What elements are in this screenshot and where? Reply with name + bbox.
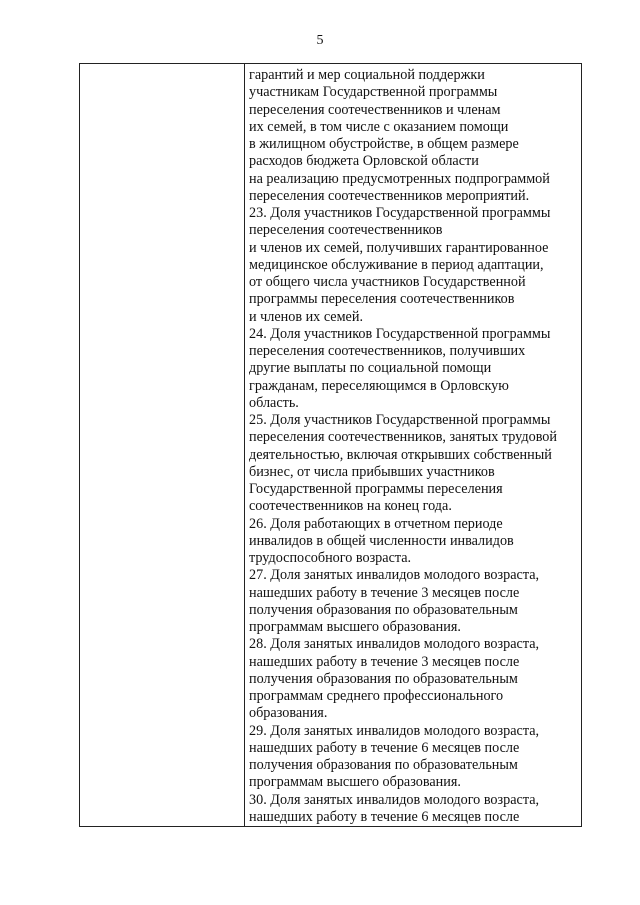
text-line: область.: [249, 394, 299, 411]
text-line: переселения соотечественников и членам: [249, 101, 501, 118]
page-number: 5: [316, 33, 324, 48]
text-line: нашедших работу в течение 6 месяцев после: [249, 739, 520, 756]
text-line: гарантий и мер социальной поддержки: [249, 67, 485, 83]
text-line: гражданам, переселяющимся в Орловскую: [249, 377, 509, 394]
table-cell-right: [249, 67, 577, 826]
text-line: нашедших работу в течение 3 месяцев после: [249, 584, 520, 601]
text-line: от общего числа участников Государственной: [249, 274, 526, 290]
text-line: бизнес, от числа прибывших участников: [249, 463, 495, 480]
text-line: Государственной программы переселения: [249, 481, 503, 497]
text-line: инвалидов в общей численности инвалидов: [249, 532, 514, 549]
text-line: участникам Государственной программы: [249, 84, 498, 101]
text-line: программы переселения соотечественников: [249, 291, 515, 308]
text-line: нашедших работу в течение 3 месяцев после: [249, 653, 520, 670]
text-line: программам среднего профессионального: [249, 688, 504, 704]
text-line: деятельностью, включая открывших собственный: [249, 446, 552, 463]
text-line: получения образования по образовательным: [249, 757, 518, 773]
text-line: трудоспособного возраста.: [249, 550, 412, 566]
table-cell-left: [80, 64, 244, 826]
text-line: получения образования по образовательным: [249, 601, 518, 618]
text-line: на реализацию предусмотренных подпрограммой: [249, 170, 550, 187]
text-line: 23. Доля участников Государственной программы: [249, 205, 551, 221]
document-table: [79, 63, 582, 827]
text-line: и членов их семей, получивших гарантированное: [249, 239, 549, 256]
column-divider: [244, 64, 245, 826]
text-line: переселения соотечественников, получивших: [249, 343, 526, 359]
text-line: программам высшего образования.: [249, 774, 461, 791]
text-line: переселения соотечественников: [249, 222, 443, 239]
text-line: 24. Доля участников Государственной программы: [249, 325, 551, 342]
text-line: их семей, в том числе с оказанием помощи: [249, 118, 509, 135]
text-line: нашедших работу в течение 6 месяцев после: [249, 808, 520, 825]
text-line: программам высшего образования.: [249, 619, 461, 635]
text-line: соотечественников на конец года.: [249, 498, 452, 515]
text-line: 28. Доля занятых инвалидов молодого возраста,: [249, 636, 540, 653]
text-line: в жилищном обустройстве, в общем размере: [249, 136, 519, 152]
text-line: получения образования по образовательным: [249, 670, 518, 687]
text-line: переселения соотечественников мероприятий.: [249, 187, 530, 204]
text-line: расходов бюджета Орловской области: [249, 153, 479, 170]
text-line: 25. Доля участников Государственной программы: [249, 412, 551, 428]
text-line: 29. Доля занятых инвалидов молодого возраста,: [249, 722, 540, 739]
text-line: другие выплаты по социальной помощи: [249, 360, 492, 377]
text-line: медицинское обслуживание в период адаптации,: [249, 256, 544, 273]
text-line: образования.: [249, 705, 328, 722]
text-line: 27. Доля занятых инвалидов молодого возраста,: [249, 567, 540, 584]
text-line: переселения соотечественников, занятых трудовой: [249, 429, 557, 446]
text-line: 26. Доля работающих в отчетном периоде: [249, 515, 503, 532]
text-line: 30. Доля занятых инвалидов молодого возраста,: [249, 791, 540, 808]
text-line: и членов их семей.: [249, 308, 363, 325]
